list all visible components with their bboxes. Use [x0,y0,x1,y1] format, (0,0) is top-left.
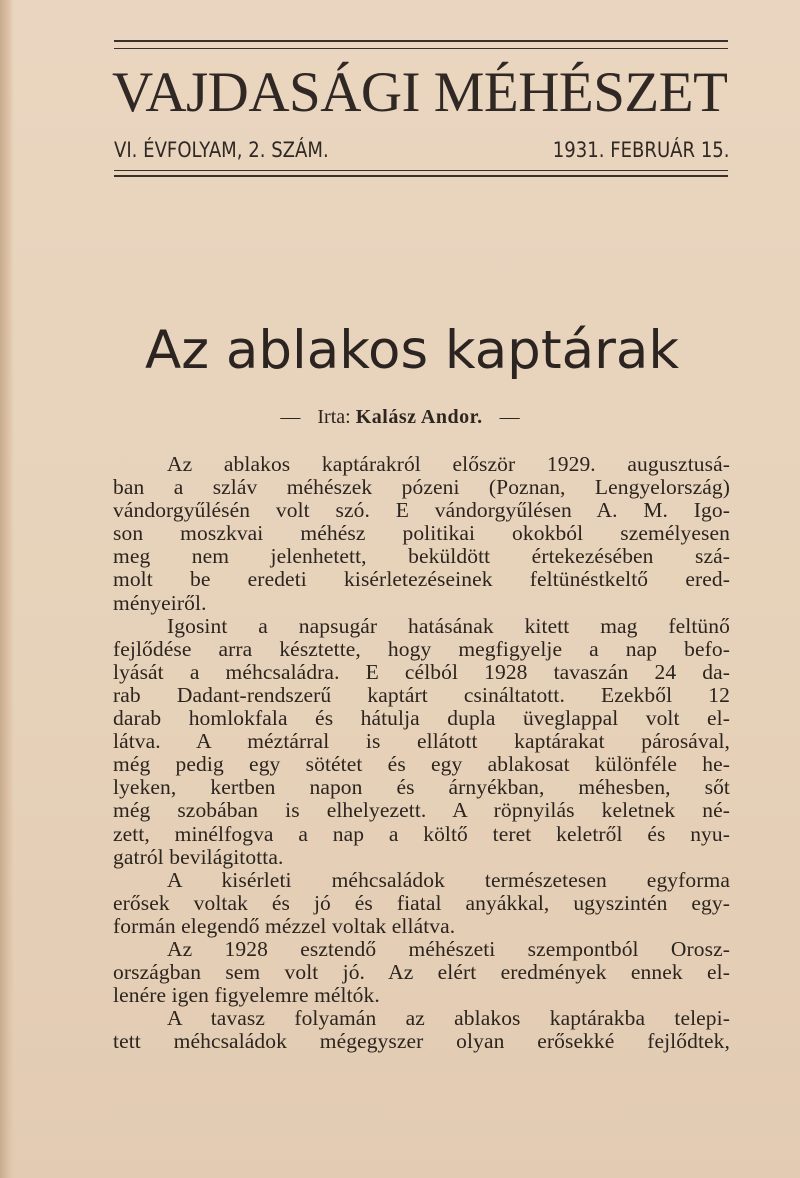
byline-prefix: Irta: [317,406,351,428]
text-line: látva. A méztárral is ellátott kaptárakat párosával, [113,729,730,754]
text-line: ményeiről. [113,590,207,615]
text-line: darab homlokfala és hátulja dupla üveglappal volt el- [113,706,730,731]
masthead-rule-top [114,40,728,42]
article-body [113,453,730,1053]
text-line: országban sem volt jó. Az elért eredmények ennek el- [113,960,730,985]
text-line: erősek voltak és jó és fiatal anyákkal, ugyszintén egy- [113,890,730,915]
text-line: Az ablakos kaptárakról először 1929. augusztusá- [167,452,730,476]
masthead-rule-bottom [114,175,728,177]
article-byline [0,406,800,429]
byline-dash-left: — [280,406,301,428]
issue-date: 1931. FEBRUÁR 15. [553,138,730,162]
text-line: Igosint a napsugár hatásának kitett mag feltünő [167,613,730,638]
text-line: formán elegendő mézzel voltak ellátva. [113,913,456,938]
text-line: Az 1928 esztendő méhészeti szempontból Orosz- [167,936,730,961]
text-line: fejlődése arra késztette, hogy megfigyelje a nap befo- [113,636,730,661]
text-line: rab Dadant-rendszerű kaptárt csináltatott. Ezekből 12 [113,682,730,707]
text-line: még szobában is elhelyezett. A röpnyilás keletnek né- [113,798,730,823]
article-title: Az ablakos kaptárak [145,320,680,381]
text-line: A kisérleti méhcsaládok természetesen egyforma [167,867,730,892]
issue-volume: VI. ÉVFOLYAM, 2. SZÁM. [114,138,329,162]
byline-dash-right: — [499,406,520,428]
text-line: még pedig egy sötétet és egy ablakosat különféle he- [113,752,730,777]
text-line: molt be eredeti kisérletezéseinek feltünéstkeltő ered- [113,567,730,592]
text-line: lenére igen figyelemre méltók. [113,983,380,1008]
masthead-rule-top-thin [114,48,728,49]
text-line: lyeken, kertben napon és árnyékban, méhesben, sőt [113,775,730,800]
text-line: meg nem jelenhetett, beküldött értekezésében szá- [113,544,730,569]
text-line: lyását a méhcsaládra. E célból 1928 tavaszán 24 da- [113,659,730,684]
text-line: A tavasz folyamán az ablakos kaptárakba telepi- [167,1006,730,1031]
text-line: son moszkvai méhész politikai okokból személyesen [113,521,730,546]
text-line: vándorgyűlésén volt szó. E vándorgyűlésen A. M. Igo- [113,498,730,523]
text-line: zett, minélfogva a nap a költő teret keletről és nyu- [113,821,730,846]
text-line: gatról bevilágitotta. [113,844,284,869]
masthead-rule-bottom-thin [114,170,728,171]
masthead-title: VAJDASÁGI MÉHÉSZET [112,61,728,124]
text-line: ban a szláv méhészek pózeni (Poznan, Lengyelország) [113,475,730,500]
text-line: tett méhcsaládok mégegyszer olyan erősekké fejlődtek, [113,1029,730,1054]
byline-author: Kalász Andor. [355,406,483,428]
page-binding-edge [0,0,14,1178]
